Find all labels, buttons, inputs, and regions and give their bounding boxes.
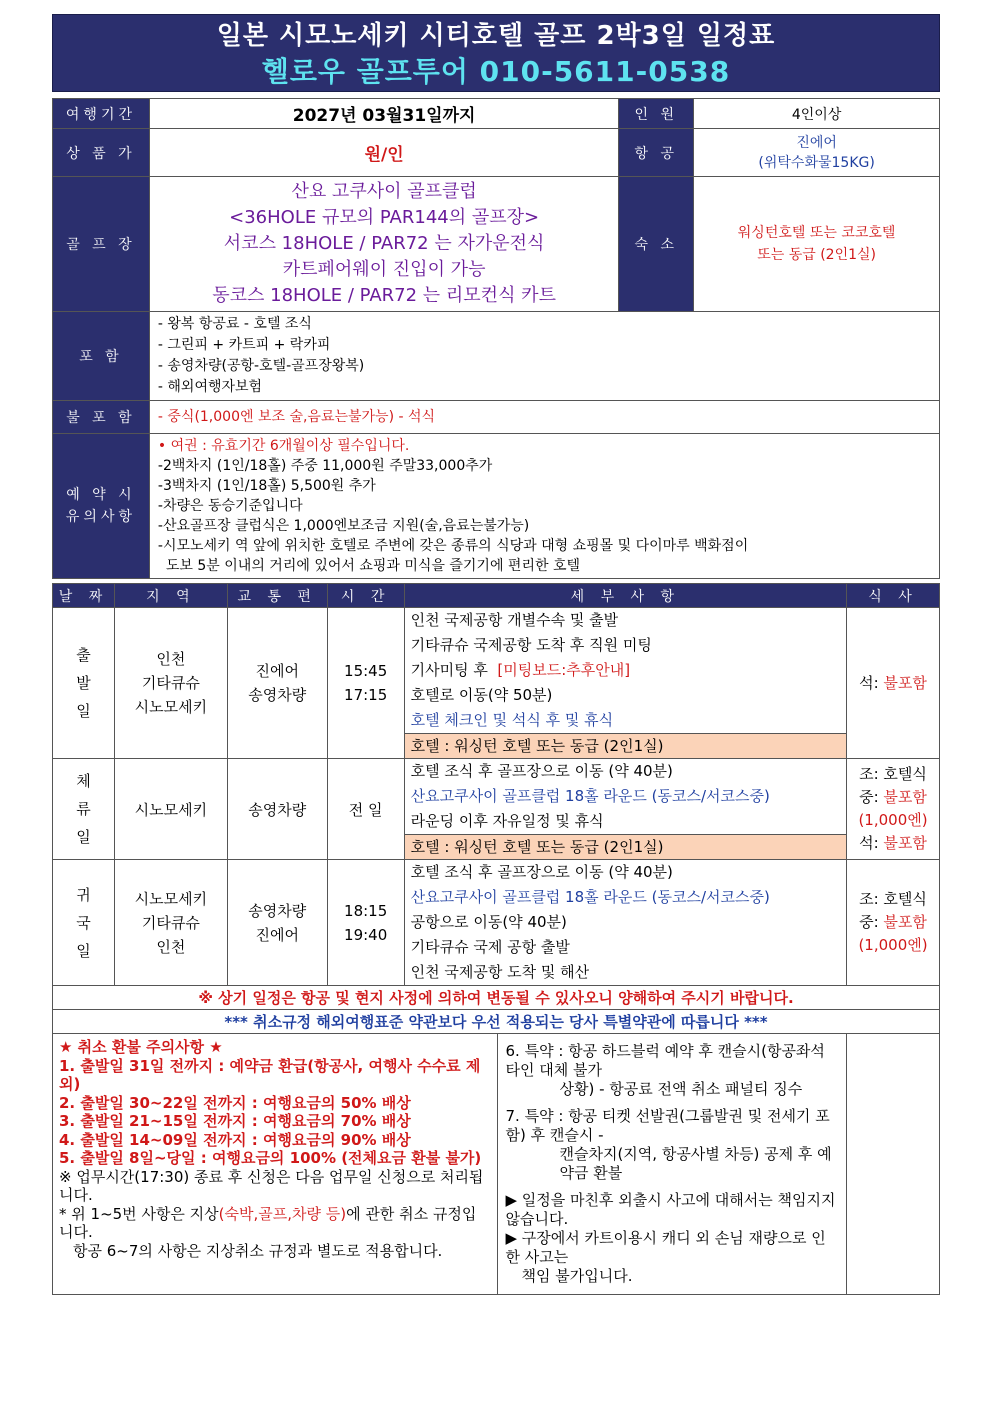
disclaimer: ▶ 구장에서 카트이용시 캐디 외 손님 재량으로 인한 사고는 (505, 1229, 826, 1266)
people-label: 인 원 (619, 99, 694, 129)
detail-line: 호텔 체크인 및 석식 후 및 휴식 (404, 708, 846, 734)
hotel-value-2: 또는 동급 (2인1실) (757, 247, 877, 263)
detail-line: 호텔 조식 후 골프장으로 이동 (약 40분) (404, 759, 846, 785)
detail-text: 기사미팅 후 (410, 661, 488, 679)
meal-prefix: 중: (859, 788, 884, 806)
golf-course-info (149, 177, 618, 312)
schedule-notice: ※ 상기 일정은 항공 및 현지 사정에 의하여 변동될 수 있사오니 양해하여 주시기 바랍니다. (53, 986, 940, 1010)
notes-label-2: 유의사항 (65, 509, 136, 525)
day1-transport (227, 608, 327, 759)
cancel-note (59, 1205, 491, 1242)
special-term: 상황) - 항공료 전액 취소 패널티 징수 (559, 1080, 803, 1098)
price-value: 원/인 (149, 129, 618, 177)
page-title: 일본 시모노세키 시티호텔 골프 2박3일 일정표 (216, 21, 776, 51)
meal-prefix: 중: (859, 913, 884, 931)
day-char: 체 (76, 772, 91, 790)
day2-label (53, 759, 115, 860)
meal-line: 조: 호텔식 (859, 765, 927, 783)
cancel-left (53, 1034, 497, 1294)
contact-line: 헬로우 골프투어 010-5611-0538 (261, 55, 731, 88)
detail-line: 인천 국제공항 도착 및 해산 (404, 960, 846, 986)
note-passport: • 여권 : 유효기간 6개월이상 필수입니다. (157, 438, 410, 454)
region-line: 인천 (156, 937, 186, 956)
day1-region (114, 608, 227, 759)
detail-line: 기타큐슈 국제공항 도착 후 직원 미팅 (404, 633, 846, 658)
cancel-section (53, 1034, 847, 1295)
title-banner (52, 14, 940, 92)
day-char: 일 (76, 941, 91, 960)
baggage-allowance: (위탁수화물15KG) (758, 154, 875, 171)
include-item: - 왕복 항공료 - 호텔 조식 (157, 316, 312, 332)
day1-hotel: 호텔 : 워싱턴 호텔 또는 동급 (2인1실) (404, 734, 846, 759)
col-region: 지 역 (114, 584, 227, 608)
hotel-value: 워싱턴호텔 또는 코코호텔 (737, 225, 896, 241)
day-char: 발 (76, 674, 91, 692)
col-date: 날 짜 (53, 584, 115, 608)
golf-line: 동코스 18HOLE / PAR72 는 리모컨식 카트 (212, 285, 556, 306)
day1-time (327, 608, 404, 759)
detail-line (404, 658, 846, 683)
region-line: 기타큐슈 (141, 674, 200, 692)
region-line: 인천 (156, 650, 186, 668)
col-time: 시 간 (327, 584, 404, 608)
cancel-item: 4. 출발일 14~09일 전까지 : 여행요금의 90% 배상 (59, 1130, 411, 1149)
day2-meal (847, 759, 940, 860)
meeting-board-note: [미팅보드:추후안내] (497, 661, 631, 679)
cancel-policy-notice: *** 취소규정 해외여행표준 약관보다 우선 적용되는 당사 특별약관에 따릅니다 *** (53, 1010, 940, 1034)
people-value: 4인이상 (694, 99, 940, 129)
golf-line: <36HOLE 규모의 PAR144의 골프장> (229, 207, 540, 228)
airline-name: 진에어 (796, 134, 837, 151)
meal-value: 불포함 (883, 834, 927, 852)
day-char: 류 (76, 800, 91, 818)
cancel-item: 1. 출발일 31일 전까지 : 예약금 환급(항공사, 여행사 수수료 제외) (59, 1056, 481, 1093)
exclude-label: 불 포 함 (53, 401, 150, 434)
time-line: 17:15 (344, 686, 388, 704)
region-line: 기타큐슈 (141, 913, 200, 932)
period-value: 2027년 03월31일까지 (149, 99, 618, 129)
meal-line (851, 911, 935, 934)
include-item: - 송영차량(공항-호텔-골프장왕복) (157, 358, 365, 374)
golf-line: 서코스 18HOLE / PAR72 는 자가운전식 (223, 233, 545, 254)
day2-transport: 송영차량 (227, 759, 327, 860)
region-line: 시노모세키 (134, 698, 208, 716)
notes-label: 예 약 시 (66, 487, 136, 503)
note-item: -시모노세키 역 앞에 위치한 호텔로 주변에 갖은 종류의 식당과 대형 쇼핑몰 및 다이마루 백화점이 (157, 538, 749, 554)
golf-line: 산요 고쿠사이 골프클럽 (291, 181, 477, 202)
meal-value: 불포함 (883, 673, 927, 692)
col-transport: 교 통 편 (227, 584, 327, 608)
hotel-label: 숙 소 (619, 177, 694, 312)
include-item: - 해외여행자보험 (157, 379, 263, 395)
transport-line: 송영차량 (248, 901, 307, 920)
day2-region: 시노모세키 (114, 759, 227, 860)
day-char: 일 (76, 828, 91, 846)
detail-line: 호텔 조식 후 골프장으로 이동 (약 40분) (404, 860, 846, 886)
cancel-note: ※ 업무시간(17:30) 종료 후 신청은 다음 업무일 신청으로 처리됩니다. (59, 1167, 484, 1204)
cancel-item: 3. 출발일 21~15일 전까지 : 여행요금의 70% 배상 (59, 1112, 411, 1130)
time-line: 18:15 (344, 901, 388, 920)
region-line: 시노모세키 (134, 889, 208, 908)
cancel-note-text: 에 관한 취소 규정입니다. (59, 1204, 477, 1241)
day-char: 출 (76, 646, 91, 664)
include-list (149, 312, 939, 401)
col-meal: 식 사 (847, 584, 940, 608)
detail-line: 라운딩 이후 자유일정 및 휴식 (404, 809, 846, 835)
golf-line: 카트페어웨이 진입이 가능 (282, 259, 486, 280)
transport-line: 송영차량 (248, 686, 307, 704)
time-line: 19:40 (344, 925, 388, 944)
note-item: -2백차지 (1인/18홀) 주중 11,000원 주말33,000추가 (157, 458, 493, 474)
note-item: -차량은 동승기준입니다 (157, 498, 303, 514)
day-char: 귀 (76, 885, 91, 904)
day3-time (327, 860, 404, 986)
reservation-notes (149, 434, 939, 579)
day1-meal (847, 608, 940, 759)
disclaimer: 책임 불가입니다. (521, 1267, 633, 1285)
cancel-note: 항공 6~7의 사항은 지상취소 규정과 별도로 적용합니다. (73, 1241, 443, 1260)
meal-line (851, 832, 935, 855)
special-term: 7. 특약 : 항공 티켓 선발권(그룹발권 및 전세기 포함) 후 캔슬시 - (505, 1107, 830, 1144)
meal-prefix: 석: (859, 673, 884, 692)
cancel-title: ★ 취소 환불 주의사항 ★ (59, 1038, 223, 1056)
meal-note: (1,000엔) (858, 811, 928, 829)
passport-note-text: 여권 : 유효기간 6개월이상 필수입니다. (170, 438, 410, 454)
cancel-item: 2. 출발일 30~22일 전까지 : 여행요금의 50% 배상 (59, 1093, 411, 1112)
disclaimer: ▶ 일정을 마친후 외출시 사고에 대해서는 책임지지 않습니다. (505, 1191, 836, 1228)
special-term: 6. 특약 : 항공 하드블럭 예약 후 캔슬시(항공좌석 타인 대체 불가 (505, 1042, 825, 1079)
note-item: 도보 5분 이내의 거리에 있어서 쇼핑과 미식을 즐기기에 편리한 호텔 (165, 558, 580, 574)
exclude-value: - 중식(1,000엔 보조 술,음료는불가능) - 석식 (149, 401, 939, 434)
cancel-right (497, 1034, 846, 1294)
day2-time: 전 일 (327, 759, 404, 860)
detail-line: 산요고쿠사이 골프클럽 18홀 라운드 (동코스/서코스중) (404, 885, 846, 910)
meal-prefix: 석: (859, 834, 884, 852)
price-label: 상 품 가 (53, 129, 150, 177)
detail-line: 공항으로 이동(약 40분) (404, 910, 846, 935)
note-item: -산요골프장 클럽식은 1,000엔보조금 지원(술,음료는불가능) (157, 518, 530, 534)
day3-label (53, 860, 115, 986)
period-label: 여행기간 (53, 99, 150, 129)
cancel-note-text: * 위 1~5번 사항은 지상 (59, 1204, 219, 1223)
transport-line: 진에어 (255, 662, 299, 680)
cancel-note-highlight: (숙박,골프,차량 등) (218, 1204, 347, 1223)
day-char: 일 (76, 702, 91, 720)
detail-line: 인천 국제공항 개별수속 및 출발 (404, 608, 846, 634)
detail-line: 기타큐슈 국제 공항 출발 (404, 935, 846, 960)
detail-line: 산요고쿠사이 골프클럽 18홀 라운드 (동코스/서코스중) (404, 784, 846, 809)
note-item: -3백차지 (1인/18홀) 5,500원 추가 (157, 478, 376, 494)
transport-line: 진에어 (255, 925, 299, 944)
airline-label: 항 공 (619, 129, 694, 177)
meal-line: 조: 호텔식 (859, 890, 927, 908)
detail-line: 호텔로 이동(약 50분) (404, 683, 846, 708)
meal-value: 불포함 (883, 913, 927, 931)
meal-value: 불포함 (883, 788, 927, 806)
col-details: 세 부 사 항 (404, 584, 846, 608)
cancel-item: 5. 출발일 8일~당일 : 여행요금의 100% (전체요금 환불 불가) (59, 1149, 482, 1167)
schedule-table (52, 583, 940, 1295)
include-label: 포 함 (53, 312, 150, 401)
day3-region (114, 860, 227, 986)
day2-hotel: 호텔 : 워싱턴 호텔 또는 동급 (2인1실) (404, 835, 846, 860)
time-line: 15:45 (344, 662, 388, 680)
meal-note: (1,000엔) (858, 936, 928, 954)
meal-line (851, 786, 935, 809)
day3-meal (847, 860, 940, 986)
info-table (52, 98, 940, 579)
day3-transport (227, 860, 327, 986)
day-char: 국 (76, 913, 91, 932)
special-term: 캔슬차지(지역, 항공사별 차등) 공제 후 예약금 환불 (559, 1145, 832, 1182)
golf-label: 골 프 장 (53, 177, 150, 312)
include-item: - 그린피 + 카트피 + 락카피 (157, 337, 331, 353)
day1-label (53, 608, 115, 759)
